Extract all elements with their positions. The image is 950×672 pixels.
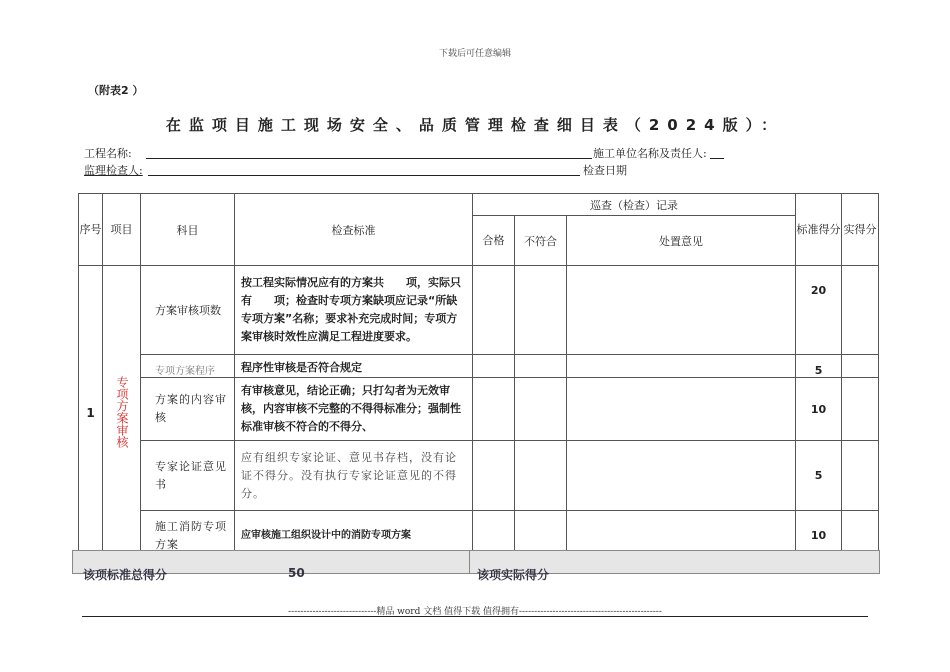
- std-score-cell: 10: [796, 511, 842, 561]
- pass-cell[interactable]: [473, 355, 515, 378]
- subject-cell: 施工消防专项方案: [141, 511, 235, 561]
- unit-label: 施工单位名称及责任人:: [593, 147, 707, 160]
- disposal-cell[interactable]: [567, 266, 796, 355]
- inspection-table: [78, 193, 879, 561]
- fail-cell[interactable]: [515, 355, 567, 378]
- standard-cell: 应审核施工组织设计中的消防专项方案: [235, 511, 473, 561]
- header-disposal: 处置意见: [567, 216, 796, 266]
- unit-field[interactable]: [710, 145, 724, 159]
- actual-score-cell[interactable]: [842, 266, 879, 355]
- appendix-label: （附表2 ）: [88, 84, 144, 97]
- inspector-field[interactable]: [148, 162, 580, 176]
- fail-cell[interactable]: [515, 266, 567, 355]
- actual-score-cell[interactable]: [842, 441, 879, 511]
- std-score-cell: 5: [796, 355, 842, 378]
- disposal-cell[interactable]: [567, 378, 796, 441]
- total-divider: [469, 551, 470, 573]
- item-cell: [103, 266, 141, 561]
- pass-cell[interactable]: [473, 441, 515, 511]
- total-score-bar: [72, 550, 880, 582]
- project-name-field[interactable]: [146, 145, 592, 159]
- header-fail: 不符合: [515, 216, 567, 266]
- total-score-value: 50: [288, 566, 305, 580]
- pass-cell[interactable]: [473, 266, 515, 355]
- subject-cell: 方案审核项数: [141, 266, 235, 355]
- page-title: 在监项目施工现场安全、品质管理检查细目表（2024版）：: [165, 116, 785, 134]
- header-patrol: 巡查（检查）记录: [473, 194, 796, 216]
- disposal-cell[interactable]: [567, 441, 796, 511]
- header-note: 下载后可任意编辑: [438, 49, 511, 59]
- footer-text: -----------------------------精品 word 文档 值得下载 值得拥有-----------------------------------------------: [288, 607, 662, 617]
- standard-cell: 按工程实际情况应有的方案共 项，实际只有 项；检查时专项方案缺项应记录“所缺专项方案”名称；要求补充完成时间；专项方案审核时效性应满足工程进度要求。: [235, 266, 473, 355]
- actual-score-cell[interactable]: [842, 378, 879, 441]
- actual-score-label: 该项实际得分: [477, 568, 550, 582]
- footer-rule: [82, 616, 868, 617]
- standard-cell: 有审核意见，结论正确；只打勾者为无效审核，内容审核不完整的不得得标准分；强制性标准审核不符合的不得分、: [235, 378, 473, 441]
- subject-cell: 专项方案程序: [141, 355, 235, 378]
- header-seq: 序号: [79, 194, 103, 266]
- project-name-label: 工程名称:: [84, 147, 132, 160]
- std-score-cell: 5: [796, 441, 842, 511]
- header-subject: 科目: [141, 194, 235, 266]
- fail-cell[interactable]: [515, 378, 567, 441]
- header-pass: 合格: [473, 216, 515, 266]
- seq-number: 1: [79, 266, 103, 561]
- header-item: 项目: [103, 194, 141, 266]
- disposal-cell[interactable]: [567, 355, 796, 378]
- subject-cell: 专家论证意见书: [141, 441, 235, 511]
- inspector-label: 监理检查人:: [84, 164, 143, 177]
- std-score-cell: 20: [796, 266, 842, 355]
- total-score-label: 该项标准总得分: [83, 568, 168, 582]
- fail-cell[interactable]: [515, 441, 567, 511]
- header-standard: 检查标准: [235, 194, 473, 266]
- date-label: 检查日期: [583, 164, 627, 177]
- header-std-score: 标准得分: [796, 194, 842, 266]
- item-name: 专项方案审核: [115, 375, 129, 448]
- pass-cell[interactable]: [473, 378, 515, 441]
- standard-cell: 应有组织专家论证、意见书存档，没有论证不得分。没有执行专家论证意见的不得分。: [235, 441, 473, 511]
- std-score-cell: 10: [796, 378, 842, 441]
- header-actual: 实得分: [842, 194, 879, 266]
- subject-cell: 方案的内容审核: [141, 378, 235, 441]
- actual-score-cell[interactable]: [842, 355, 879, 378]
- standard-cell: 程序性审核是否符合规定: [235, 355, 473, 378]
